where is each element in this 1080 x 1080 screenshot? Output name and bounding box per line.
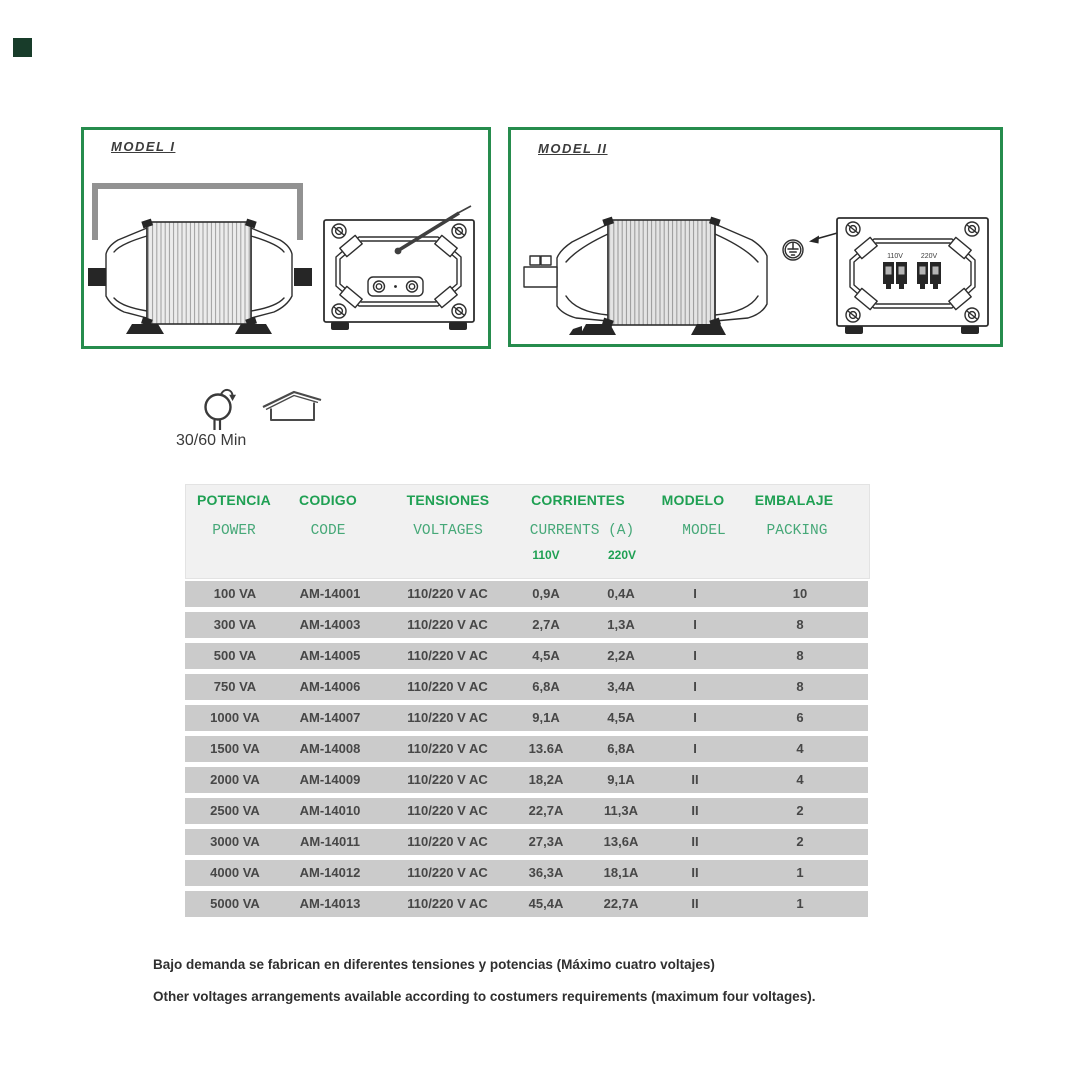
timer-duration-label: 30/60 Min: [176, 432, 247, 449]
table-cell: 2,7A: [532, 617, 560, 632]
table-cell: 9,1A: [607, 772, 635, 787]
table-cell: AM-14008: [299, 741, 361, 756]
table-cell: AM-14007: [299, 710, 361, 725]
table-cell: I: [693, 586, 697, 601]
table-cell: AM-14013: [299, 896, 361, 911]
terminal-label-110v: 110V: [887, 253, 903, 260]
table-cell: 110/220 V AC: [407, 803, 488, 818]
table-cell: II: [691, 803, 699, 818]
table-cell: 4: [796, 772, 804, 787]
table-row: [185, 612, 868, 638]
table-cell: 3000 VA: [210, 834, 260, 849]
header-codigo: CODIGO: [299, 492, 357, 508]
corner-logo-mark: [13, 38, 32, 57]
table-cell: 8: [796, 617, 804, 632]
table-cell: 10: [792, 586, 808, 601]
table-cell: 110/220 V AC: [407, 617, 488, 632]
table-cell: 300 VA: [213, 617, 257, 632]
table-cell: 2: [796, 803, 804, 818]
table-cell: 13.6A: [528, 741, 564, 756]
table-cell: 2000 VA: [210, 772, 260, 787]
table-cell: 22,7A: [528, 803, 564, 818]
table-cell: 1,3A: [607, 617, 635, 632]
footnote-spanish: Bajo demanda se fabrican en diferentes tensiones y potencias (Máximo cuatro voltajes): [153, 957, 715, 972]
header-voltages: VOLTAGES: [413, 523, 483, 539]
table-cell: 4,5A: [532, 648, 560, 663]
header-tensiones: TENSIONES: [406, 492, 490, 508]
table-cell: AM-14001: [299, 586, 361, 601]
table-row: [185, 891, 868, 917]
model-ii-label: MODEL II: [538, 141, 608, 156]
model-ii-top-view-drawing: [834, 212, 992, 340]
timer-clock-icon: [198, 384, 242, 432]
table-cell: 2500 VA: [210, 803, 260, 818]
table-cell: 2: [796, 834, 804, 849]
table-cell: II: [691, 834, 699, 849]
table-cell: 4,5A: [607, 710, 635, 725]
spec-table-rows: [185, 581, 868, 922]
table-cell: AM-14010: [299, 803, 361, 818]
table-cell: AM-14012: [299, 865, 361, 880]
table-row: [185, 736, 868, 762]
table-cell: 2,2A: [607, 648, 635, 663]
subheader-110v: 110V: [532, 548, 560, 562]
model-ii-side-view-drawing: [520, 212, 804, 344]
table-cell: AM-14006: [299, 679, 361, 694]
table-cell: 110/220 V AC: [407, 772, 488, 787]
model-i-label: MODEL I: [111, 139, 176, 154]
table-cell: 110/220 V AC: [407, 586, 488, 601]
table-cell: 1: [796, 865, 804, 880]
table-cell: 500 VA: [213, 648, 257, 663]
header-potencia: POTENCIA: [197, 492, 271, 508]
header-embalaje: EMBALAJE: [754, 492, 834, 508]
table-cell: 4: [796, 741, 804, 756]
table-cell: 36,3A: [528, 865, 564, 880]
table-row: [185, 860, 868, 886]
table-cell: 11,3A: [604, 803, 638, 818]
table-cell: 18,1A: [603, 865, 639, 880]
terminal-label-220v: 220V: [920, 253, 938, 260]
table-cell: 8: [796, 648, 804, 663]
table-cell: 110/220 V AC: [407, 834, 488, 849]
table-cell: 45,4A: [528, 896, 564, 911]
table-cell: 9,1A: [532, 710, 560, 725]
table-cell: 6,8A: [532, 679, 560, 694]
model-i-top-view-drawing: [323, 205, 478, 335]
table-row: [185, 581, 868, 607]
header-code: CODE: [310, 523, 346, 539]
table-row: [185, 643, 868, 669]
table-row: [185, 705, 868, 731]
table-cell: 110/220 V AC: [407, 896, 488, 911]
table-cell: I: [693, 710, 697, 725]
table-cell: 100 VA: [213, 586, 257, 601]
table-cell: AM-14009: [299, 772, 361, 787]
table-cell: 1: [796, 896, 804, 911]
table-cell: 13,6A: [603, 834, 639, 849]
table-cell: 110/220 V AC: [407, 648, 488, 663]
table-cell: 22,7A: [603, 896, 639, 911]
model-i-panel: [81, 127, 491, 349]
model-i-side-view-drawing: [84, 180, 316, 336]
table-cell: 8: [796, 679, 804, 694]
table-cell: 3,4A: [607, 679, 635, 694]
table-row: [185, 767, 868, 793]
table-cell: 0,9A: [532, 586, 560, 601]
table-cell: I: [693, 679, 697, 694]
table-cell: 750 VA: [213, 679, 257, 694]
table-cell: 110/220 V AC: [407, 865, 488, 880]
header-packing: PACKING: [766, 523, 828, 539]
table-cell: 27,3A: [528, 834, 564, 849]
table-cell: 0,4A: [607, 586, 635, 601]
indoor-use-house-icon: [256, 384, 326, 428]
table-cell: AM-14003: [299, 617, 361, 632]
table-cell: 6,8A: [607, 741, 635, 756]
table-row: [185, 829, 868, 855]
table-cell: 110/220 V AC: [407, 679, 488, 694]
table-cell: II: [691, 865, 699, 880]
spec-table-header: [185, 484, 870, 579]
table-cell: 4000 VA: [210, 865, 260, 880]
model-ii-panel: [508, 127, 1003, 347]
header-modelo: MODELO: [661, 492, 725, 508]
table-row: [185, 674, 868, 700]
table-cell: II: [691, 772, 699, 787]
header-model: MODEL: [682, 523, 726, 539]
table-cell: 110/220 V AC: [407, 710, 488, 725]
table-cell: AM-14005: [299, 648, 361, 663]
header-power: POWER: [212, 523, 256, 539]
table-cell: AM-14011: [300, 834, 360, 849]
table-cell: 18,2A: [528, 772, 564, 787]
footnote-english: Other voltages arrangements available according to costumers requirements (maximum four voltages).: [153, 989, 816, 1004]
table-row: [185, 798, 868, 824]
table-cell: 1500 VA: [210, 741, 260, 756]
table-cell: 5000 VA: [210, 896, 260, 911]
table-cell: 110/220 V AC: [407, 741, 488, 756]
header-currents: CURRENTS (A): [529, 523, 635, 539]
table-cell: I: [693, 617, 697, 632]
table-cell: 1000 VA: [210, 710, 260, 725]
table-cell: I: [693, 648, 697, 663]
table-cell: II: [691, 896, 699, 911]
table-cell: 6: [796, 710, 804, 725]
table-cell: I: [693, 741, 697, 756]
header-corrientes: CORRIENTES: [531, 492, 625, 508]
subheader-220v: 220V: [607, 548, 637, 562]
